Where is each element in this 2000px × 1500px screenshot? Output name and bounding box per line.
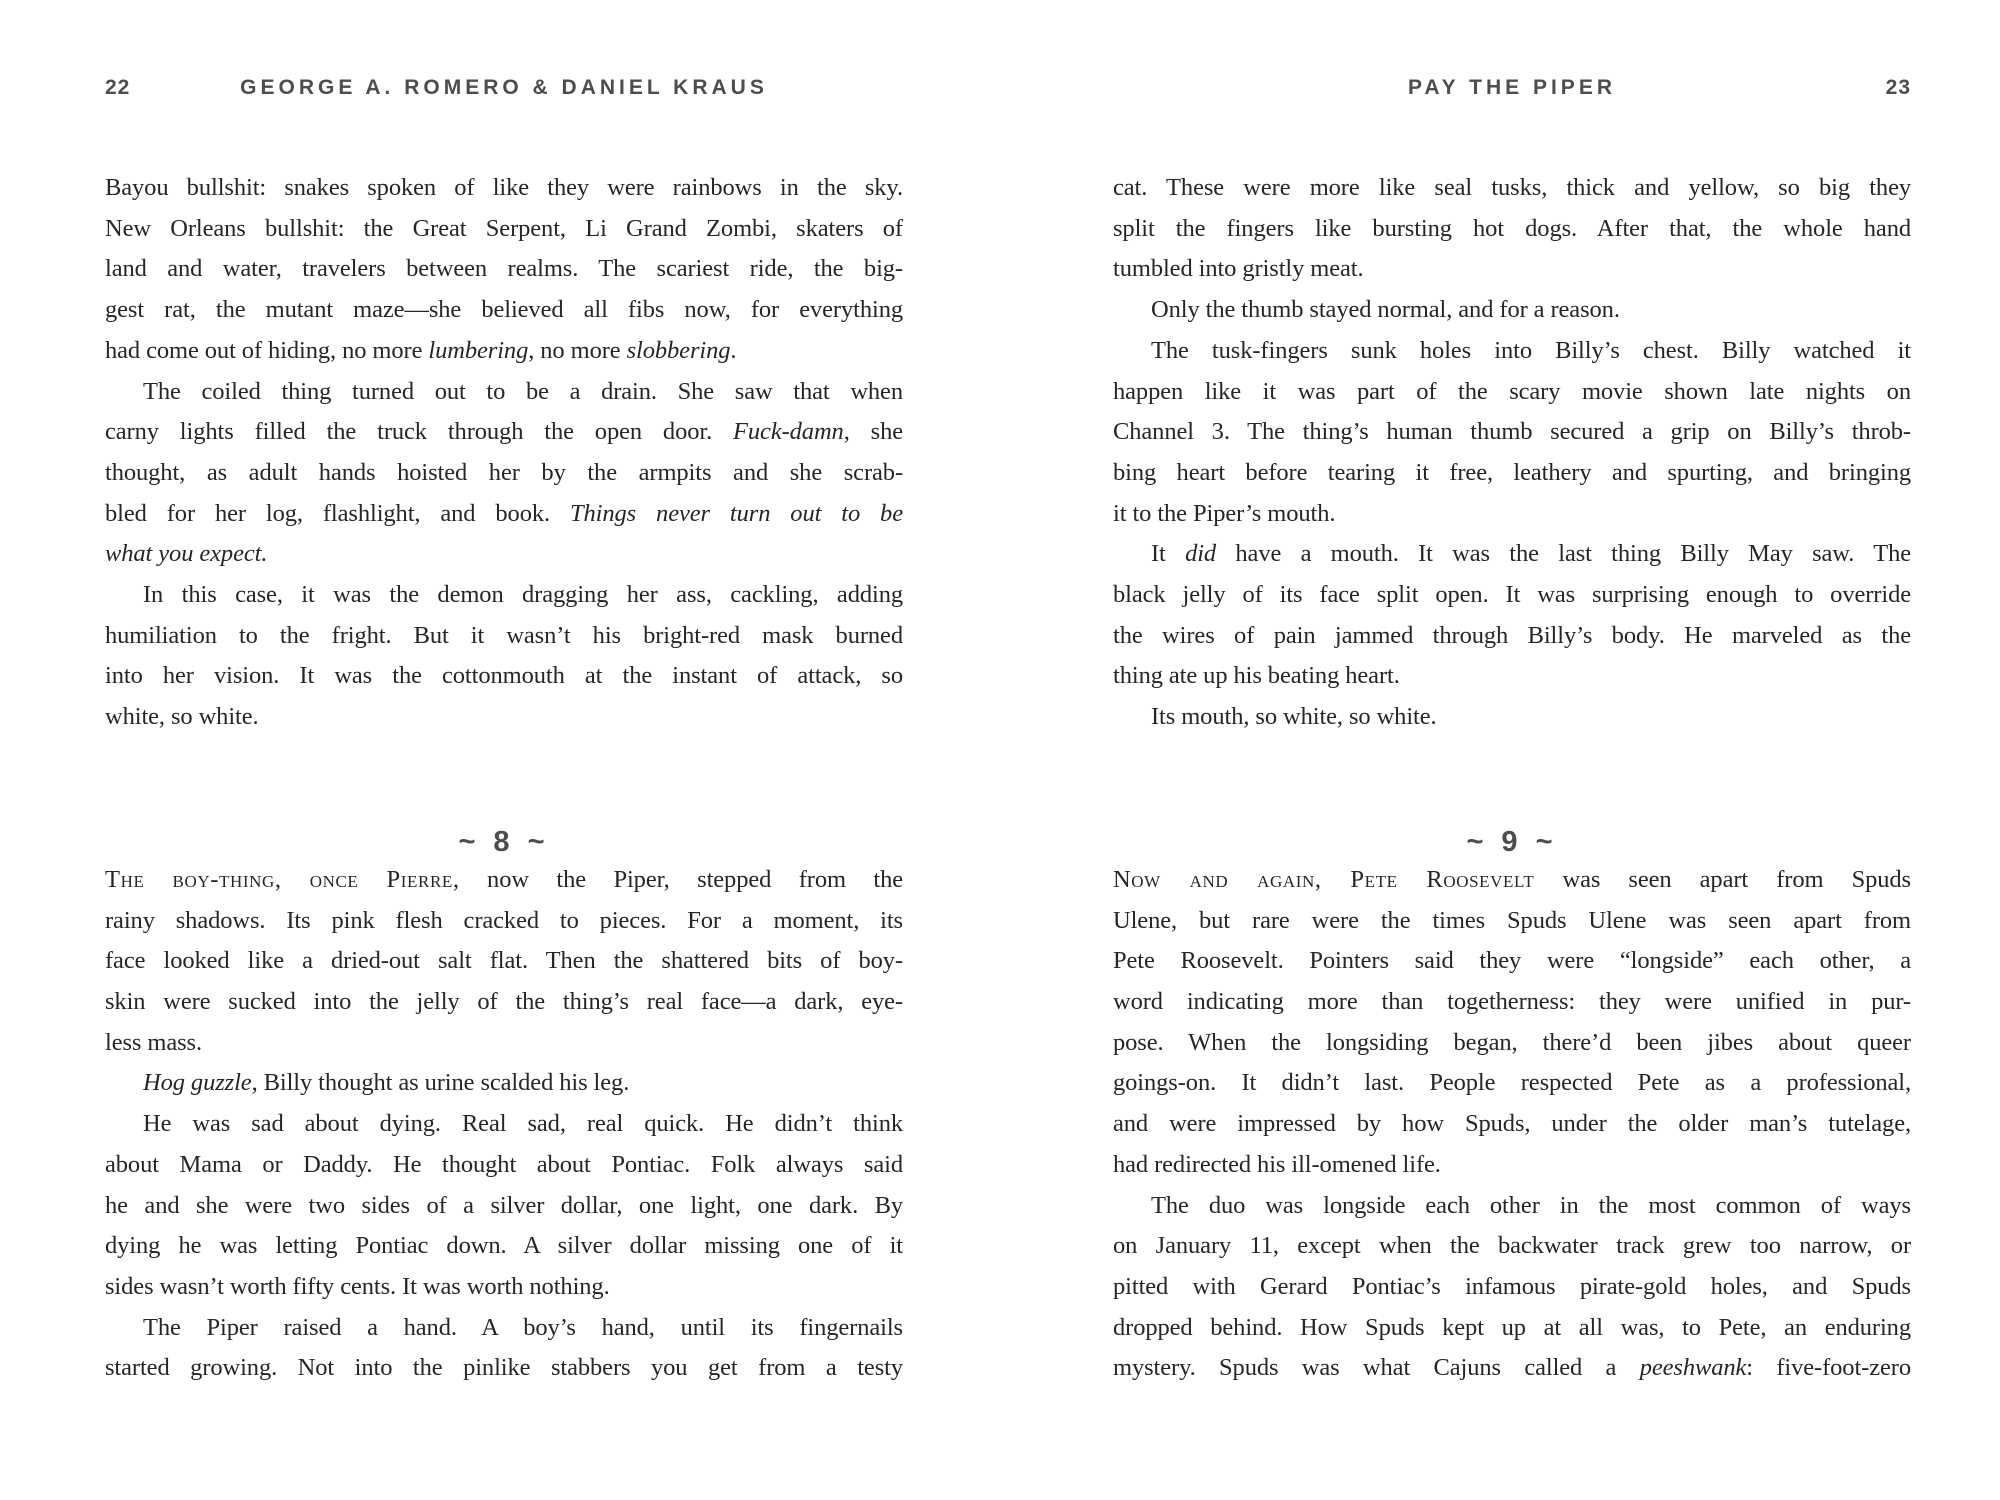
- text-run: The Piper raised a hand. A boy’s hand, until its fingernails: [143, 1313, 903, 1341]
- text-line: [105, 1226, 903, 1267]
- text-line: [1113, 290, 1911, 331]
- text-line: [1113, 656, 1911, 697]
- text-line: [1113, 860, 1911, 901]
- text-run: happen like it was part of the scary movie shown late nights on: [1113, 377, 1911, 405]
- text-line: [105, 168, 903, 209]
- text-run-italic: slobbering: [626, 336, 731, 364]
- text-run: goings-on. It didn’t last. People respected Pete as a professional,: [1113, 1069, 1911, 1097]
- text-run: and were impressed by how Spuds, under the older man’s tutelage,: [1113, 1110, 1911, 1138]
- text-run: was seen apart from Spuds: [1534, 865, 1911, 893]
- text-run: tumbled into gristly meat.: [1113, 255, 1364, 283]
- text-line: [105, 901, 903, 942]
- text-line: [105, 941, 903, 982]
- text-run: into her vision. It was the cottonmouth at the instant of attack, so: [105, 662, 903, 690]
- text-line: [1113, 616, 1911, 657]
- text-line: [105, 1145, 903, 1186]
- text-line: [1113, 982, 1911, 1023]
- text-run: thing ate up his beating heart.: [1113, 662, 1400, 690]
- text-run: now the Piper, stepped from the: [459, 865, 904, 893]
- text-run: In this case, it was the demon dragging her ass, cackling, adding: [143, 581, 903, 609]
- text-run: , no more: [528, 336, 627, 364]
- running-head-title-left: GEORGE A. ROMERO & DANIEL KRAUS: [240, 76, 768, 99]
- text-run: pose. When the longsiding began, there’d been jibes about queer: [1113, 1028, 1911, 1056]
- text-line: [105, 1348, 903, 1389]
- text-line: [1113, 1145, 1911, 1186]
- text-run: white, so white.: [105, 703, 259, 731]
- text-line: [105, 575, 903, 616]
- text-run: it to the Piper’s mouth.: [1113, 499, 1336, 527]
- text-line: [1113, 249, 1911, 290]
- text-line: [1113, 1308, 1911, 1349]
- text-line: [1113, 412, 1911, 453]
- text-run: Ulene, but rare were the times Spuds Ulene was seen apart from: [1113, 906, 1911, 934]
- text-run-italic: did: [1185, 540, 1217, 568]
- text-line: [105, 1267, 903, 1308]
- text-run: humiliation to the fright. But it wasn’t his bright-red mask burned: [105, 621, 903, 649]
- text-line: [1113, 209, 1911, 250]
- text-run: It: [1151, 540, 1186, 568]
- text-line: [1113, 697, 1911, 738]
- running-head-right: [1113, 76, 1911, 102]
- text-run-italic: what you expect.: [105, 540, 268, 568]
- running-head-title-right: PAY THE PIPER: [1407, 76, 1616, 99]
- text-run-italic: peeshwank: [1639, 1354, 1747, 1382]
- text-line: [105, 616, 903, 657]
- text-line: [1113, 1104, 1911, 1145]
- page-number-right: 23: [1885, 76, 1911, 99]
- page-number-left: 22: [105, 76, 131, 99]
- running-head-left: [105, 76, 903, 102]
- text-line: [105, 453, 903, 494]
- text-line: [105, 656, 903, 697]
- text-line: [105, 697, 903, 738]
- section-heading-label: ~ 8 ~: [458, 825, 550, 858]
- text-line: [1113, 1186, 1911, 1227]
- section-heading: [105, 738, 903, 860]
- text-run: he and she were two sides of a silver dollar, one light, one dark. By: [105, 1191, 903, 1219]
- text-run: about Mama or Daddy. He thought about Pontiac. Folk always said: [105, 1150, 903, 1178]
- text-run: bing heart before tearing it free, leathery and spurting, and bringing: [1113, 458, 1911, 486]
- text-run: have a mouth. It was the last thing Billy May saw. The: [1216, 540, 1911, 568]
- text-run: gest rat, the mutant maze—she believed all fibs now, for everything: [105, 296, 903, 324]
- text-line: [1113, 1023, 1911, 1064]
- text-run: Only the thumb stayed normal, and for a reason.: [1151, 296, 1620, 324]
- text-run: sides wasn’t worth fifty cents. It was worth nothing.: [105, 1272, 610, 1300]
- text-line: [105, 860, 903, 901]
- text-run-italic: lumbering: [428, 336, 529, 364]
- text-run: split the fingers like bursting hot dogs. After that, the whole hand: [1113, 214, 1911, 242]
- section-heading: [1113, 738, 1911, 860]
- text-run: .: [730, 336, 737, 364]
- text-run-italic: Fuck-damn: [733, 418, 844, 446]
- text-run: The duo was longside each other in the most common of ways: [1151, 1191, 1911, 1219]
- page-right: [1000, 0, 2000, 1500]
- text-run: word indicating more than togetherness: they were unified in pur-: [1113, 988, 1911, 1016]
- text-line: [1113, 575, 1911, 616]
- text-line: [105, 412, 903, 453]
- text-line: [105, 290, 903, 331]
- text-line: [1113, 1226, 1911, 1267]
- text-line: [105, 534, 903, 575]
- text-run: on January 11, except when the backwater track grew too narrow, or: [1113, 1232, 1911, 1260]
- text-column-left: [105, 168, 903, 1389]
- text-run: rainy shadows. Its pink flesh cracked to pieces. For a moment, its: [105, 906, 903, 934]
- text-run: Channel 3. The thing’s human thumb secured a grip on Billy’s throb-: [1113, 418, 1911, 446]
- text-run: cat. These were more like seal tusks, thick and yellow, so big they: [1113, 174, 1911, 201]
- text-line: [1113, 372, 1911, 413]
- text-run: had redirected his ill-omened life.: [1113, 1150, 1441, 1178]
- text-run: , she: [843, 418, 903, 446]
- text-run: land and water, travelers between realms. The scariest ride, the big-: [105, 255, 903, 283]
- text-run: thought, as adult hands hoisted her by the armpits and she scrab-: [105, 458, 903, 486]
- text-line: [1113, 534, 1911, 575]
- text-run: mystery. Spuds was what Cajuns called a: [1113, 1354, 1640, 1382]
- text-run: Bayou bullshit: snakes spoken of like they were rainbows in the sky.: [105, 174, 903, 201]
- text-run: dying he was letting Pontiac down. A silver dollar missing one of it: [105, 1232, 903, 1260]
- section-heading-label: ~ 9 ~: [1466, 825, 1558, 858]
- text-line: [105, 1186, 903, 1227]
- text-line: [105, 982, 903, 1023]
- text-line: [1113, 1267, 1911, 1308]
- text-line: [1113, 901, 1911, 942]
- text-line: [105, 494, 903, 535]
- text-run: Pete Roosevelt. Pointers said they were “longside” each other, a: [1113, 947, 1911, 975]
- text-line: [1113, 941, 1911, 982]
- text-run-italic: Hog guzzle: [143, 1069, 252, 1097]
- text-column-right: [1113, 168, 1911, 1389]
- text-line: [1113, 453, 1911, 494]
- text-line: [1113, 1063, 1911, 1104]
- text-run: pitted with Gerard Pontiac’s infamous pirate-gold holes, and Spuds: [1113, 1272, 1911, 1300]
- text-run: The tusk-fingers sunk holes into Billy’s chest. Billy watched it: [1151, 336, 1911, 364]
- text-run: black jelly of its face split open. It was surprising enough to override: [1113, 581, 1911, 609]
- text-line: [105, 1104, 903, 1145]
- text-run: the wires of pain jammed through Billy’s body. He marveled as the: [1113, 621, 1911, 649]
- text-line: [1113, 168, 1911, 209]
- text-line: [105, 1063, 903, 1104]
- text-run: Its mouth, so white, so white.: [1151, 703, 1437, 731]
- text-run: carny lights filled the truck through the open door.: [105, 418, 734, 446]
- text-run: face looked like a dried-out salt flat. Then the shattered bits of boy-: [105, 947, 903, 975]
- text-line: [105, 331, 903, 372]
- text-run: bled for her log, flashlight, and book.: [105, 499, 570, 527]
- text-run-italic: Things never turn out to be: [569, 499, 903, 527]
- text-run: : five-foot-zero: [1746, 1354, 1911, 1382]
- text-run: skin were sucked into the jelly of the thing’s real face—a dark, eye-: [105, 988, 903, 1016]
- text-run: dropped behind. How Spuds kept up at all was, to Pete, an enduring: [1113, 1313, 1911, 1341]
- text-run-smallcaps: Now and again, Pete Roosevelt: [1113, 865, 1535, 893]
- text-line: [105, 209, 903, 250]
- text-line: [105, 1023, 903, 1064]
- text-run: He was sad about dying. Real sad, real quick. He didn’t think: [143, 1110, 903, 1138]
- text-run: New Orleans bullshit: the Great Serpent, Li Grand Zombi, skaters of: [105, 214, 903, 242]
- text-run: , Billy thought as urine scalded his leg.: [251, 1069, 630, 1097]
- text-run-smallcaps: The boy-thing, once Pierre,: [105, 865, 460, 893]
- text-run: The coiled thing turned out to be a drain. She saw that when: [143, 377, 903, 405]
- text-line: [105, 372, 903, 413]
- text-line: [105, 1308, 903, 1349]
- text-line: [1113, 494, 1911, 535]
- text-run: started growing. Not into the pinlike stabbers you get from a testy: [105, 1354, 903, 1382]
- text-run: had come out of hiding, no more: [105, 336, 429, 364]
- text-run: less mass.: [105, 1028, 203, 1056]
- text-line: [1113, 1348, 1911, 1389]
- text-line: [105, 249, 903, 290]
- text-line: [1113, 331, 1911, 372]
